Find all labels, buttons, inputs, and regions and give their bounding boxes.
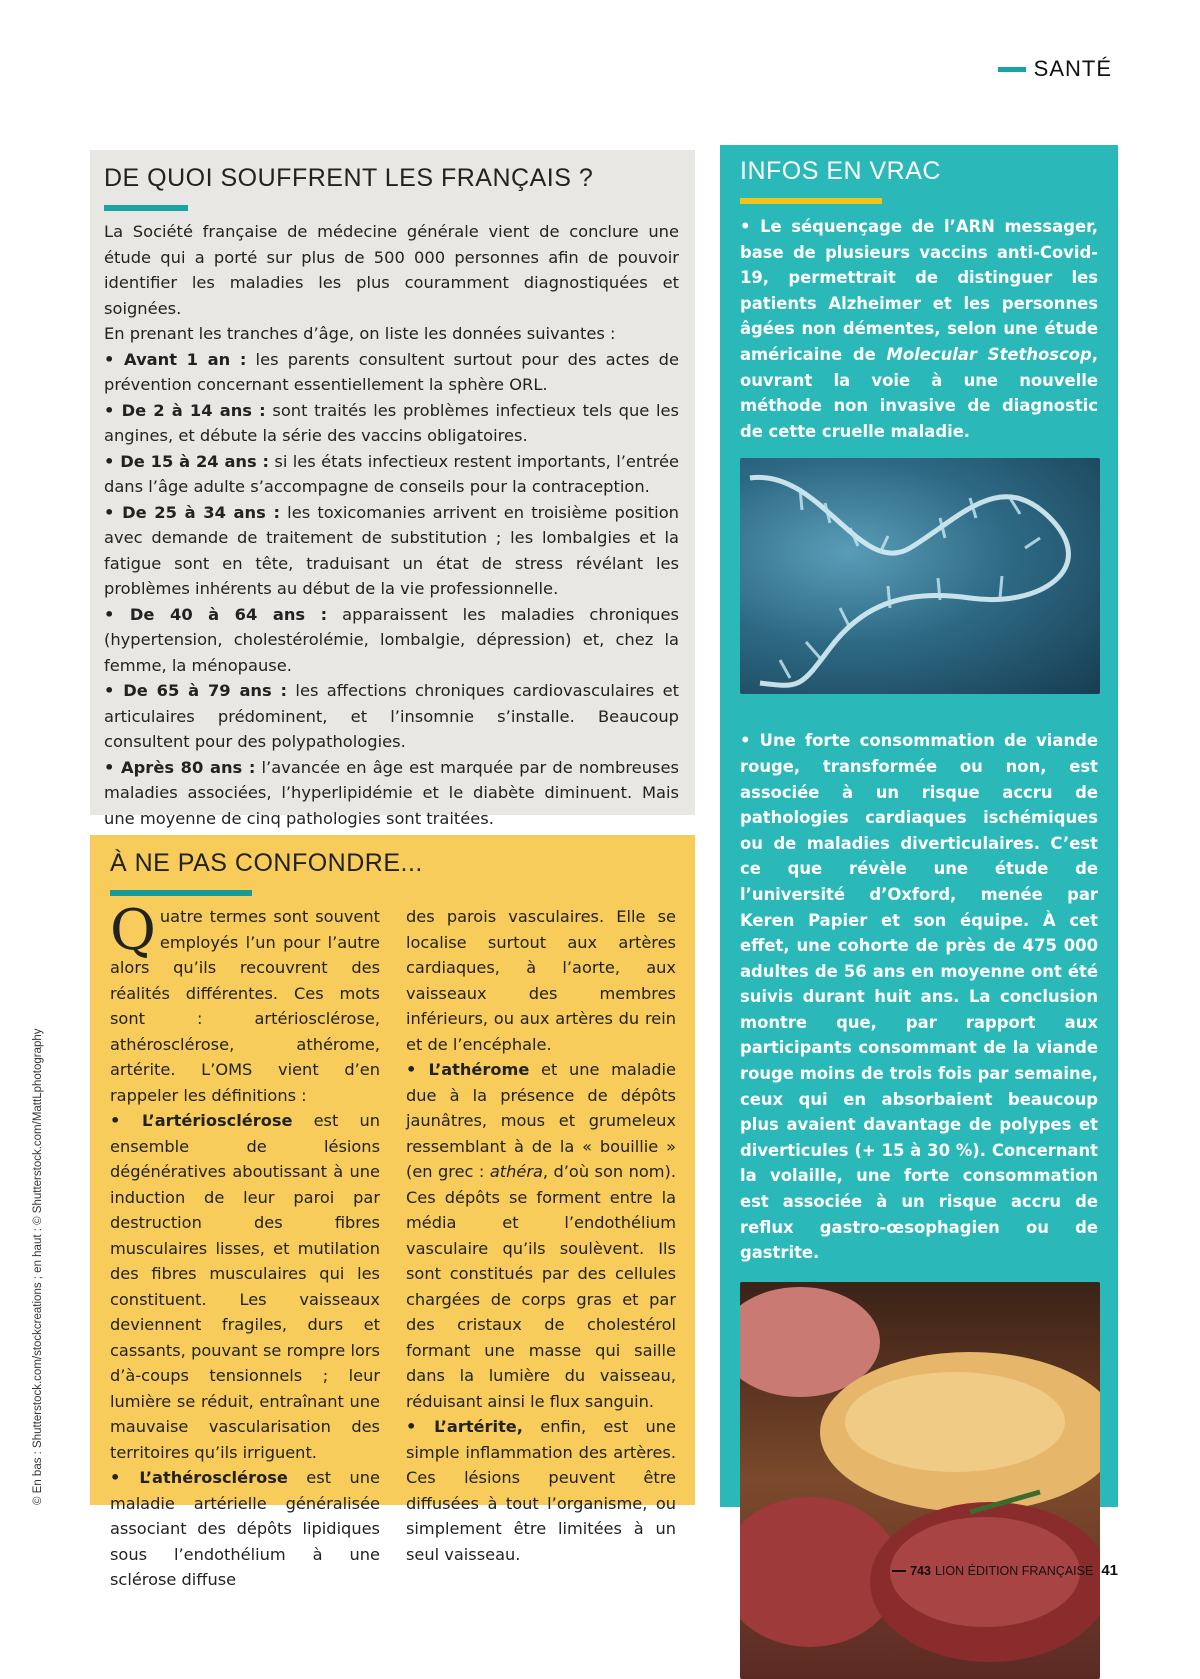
issue-number: 743 — [910, 1563, 931, 1578]
news-item-rna — [740, 214, 1098, 444]
photo-credit: © En bas : Shutterstock.com/stockcreations ; en haut : © Shutterstock.com/MattLphotography — [32, 1028, 44, 1505]
meat-illustration — [740, 1282, 1100, 1679]
rna-strand-illustration — [740, 458, 1100, 694]
news-item-red-meat: • Une forte consommation de viande rouge, transformée ou non, est associée à un risque accru de pathologies cardiaques ischémiques ou de maladies diverticulaires. C’est ce que révèle une étude de l’université d’Oxford, menée par Keren Papier et son équipe. À cet effet, une cohorte de près de 475 000 adultes de 56 ans en moyenne ont été suivis durant huit ans. La conclusion montre que, par rapport aux participants consommant de la viande rouge moins de trois fois par semaine, ceux qui en absorbaient beaucoup plus avaient davantage de polypes et diverticules (+ 15 à 30 %). Concernant la volaille, une forte consommation est associée à un risque accru de reflux gastro-œsophagien ou de gastrite. — [740, 731, 1098, 1263]
definitions-column-right — [406, 904, 676, 1593]
age-item — [104, 602, 679, 679]
section-tag-bar — [998, 67, 1026, 72]
age-item-label: • De 25 à 34 ans : — [104, 502, 280, 522]
age-item-text: les toxicomanies arrivent en troisième position avec demande de traitement de substitution ; les lombalgies et la fatigue sont en tête, traduisant un état de stress révélant les problèmes inhérents au début de la vie professionnelle. — [104, 502, 679, 598]
news-box — [720, 145, 1118, 1507]
definition-atherome — [406, 1057, 676, 1414]
rna-strand-image — [740, 458, 1100, 694]
term-label: • L’artériosclérose — [110, 1111, 293, 1130]
definition-arteriosclerose — [110, 1108, 380, 1465]
age-item — [104, 347, 679, 398]
term-text: et une maladie due à la présence de dépôts jaunâtres, mous et grumeleux ressemblant à de la « bouillie » (en grec : — [406, 1060, 676, 1181]
definitions-box — [90, 835, 695, 1589]
meat-and-poultry-image — [740, 1282, 1100, 1679]
drop-cap: Q — [110, 898, 156, 963]
page-number: 41 — [1101, 1562, 1118, 1579]
age-item-text: l’avancée en âge est marquée par de nombreuses maladies associées, l’hyperlipidémie et le diabète diminuent. Mais une moyenne de cinq pathologies sont traitées. — [104, 757, 679, 828]
age-item-label: • De 40 à 64 ans : — [104, 604, 328, 624]
age-item-label: • De 2 à 14 ans : — [104, 400, 266, 420]
age-item — [104, 755, 679, 832]
news-italic: Molecular Stethoscop — [886, 344, 1092, 364]
age-item-label: • De 65 à 79 ans : — [104, 681, 288, 700]
age-item-text: apparaissent les maladies chroniques (hypertension, cholestérolémie, lombalgie, dépression) et, chez la femme, la ménopause. — [104, 604, 679, 675]
stats-box-underline — [104, 205, 188, 211]
age-item — [104, 500, 679, 602]
news-box-underline — [740, 198, 882, 204]
age-item-label: • De 15 à 24 ans : — [104, 451, 270, 471]
term-italic: athéra — [489, 1162, 543, 1181]
definitions-box-underline — [110, 890, 252, 896]
stats-box-title: DE QUOI SOUFFRENT LES FRANÇAIS ? — [104, 164, 594, 192]
age-item-text: les parents consultent surtout pour des actes de prévention concernant essentiellement la sphère ORL. — [104, 349, 679, 394]
age-item — [104, 449, 679, 500]
age-item-label: • Avant 1 an : — [104, 349, 247, 369]
page-footer — [892, 1562, 1118, 1579]
term-text: est une maladie artérielle généralisée associant des dépôts lipidiques sous l’endothélium à une sclérose diffuse — [110, 1468, 380, 1589]
intro-text: uatre termes sont souvent employés l’un pour l’autre alors qu’ils recouvrent des réalités différentes. Ces mots sont : artériosclérose, athérosclérose, athérome, artérite. L’OMS vient d’en rappeler les définitions : — [110, 907, 380, 1105]
term-text: , d’où son nom). Ces dépôts se forment entre la média et l’endothélium vasculaire qu’ils soulèvent. Ils sont constitués par des cellules chargées de corps gras et par des cristaux de cholestérol formant une masse qui saille dans la lumière du vaisseau, réduisant ainsi le flux sanguin. — [406, 1162, 677, 1411]
term-text: enfin, est une simple inflammation des artères. Ces lésions peuvent être diffusées à tout l’organisme, ou simplement être limitées à un seul vaisseau. — [406, 1417, 676, 1564]
age-item-text: si les états infectieux restent importants, l’entrée dans l’âge adulte s’accompagne de conseils pour la contraception. — [104, 451, 679, 496]
age-item-label: • Après 80 ans : — [104, 757, 256, 777]
definition-atherosclerose — [110, 1465, 380, 1593]
age-item-text: sont traités les problèmes infectieux tels que les angines, et débute la série des vaccins obligatoires. — [104, 400, 680, 445]
age-item-text: les affections chroniques cardiovasculaires et articulaires prédominent, et l’insomnie s’installe. Beaucoup consultent pour des polypathologies. — [104, 681, 679, 751]
definition-atherosclerose-cont: des parois vasculaires. Elle se localise surtout aux artères cardiaques, à l’aorte, aux vaisseaux des membres inférieurs, ou aux artères du rein et de l’encéphale. — [406, 907, 676, 1054]
term-label: • L’artérite, — [406, 1417, 523, 1436]
definitions-box-title: À NE PAS CONFONDRE... — [110, 849, 423, 877]
magazine-name: LION ÉDITION FRANÇAISE — [934, 1563, 1094, 1578]
footer-dash — [892, 1570, 906, 1572]
news-box-title: INFOS EN VRAC — [740, 157, 941, 185]
term-text: est un ensemble de lésions dégénératives aboutissant à une induction de leur paroi par destruction des fibres musculaires lisses, et mutilation des fibres musculaires qui les constituent. Les vaisseaux deviennent fragiles, durs et cassants, pouvant se rompre lors d’à-coups tensionnels ; leur lumière se réduit, entraînant une mauvaise vascularisation des territoires qu’ils irriguent. — [110, 1111, 380, 1462]
definition-arterite — [406, 1414, 676, 1567]
term-label: • L’athérosclérose — [110, 1468, 288, 1487]
age-item — [104, 398, 679, 449]
stats-intro: La Société française de médecine générale vient de conclure une étude qui a porté sur plus de 500 000 personnes afin de pouvoir identifier les maladies les plus couramment diagnostiquées et soignées. — [104, 222, 679, 318]
news-text: • Le séquençage de l’ARN messager, base de plusieurs vaccins anti-Covid-19, permettrait de distinguer les patients Alzheimer et les personnes âgées non démentes, selon une étude américaine de — [740, 217, 1098, 364]
section-label: SANTÉ — [1033, 56, 1112, 81]
definitions-column-left — [110, 898, 380, 1593]
news-text: , ouvrant la voie à une nouvelle méthode non invasive de diagnostic de cette cruelle maladie. — [740, 344, 1098, 441]
section-tag — [998, 56, 1112, 82]
definitions-intro — [110, 898, 380, 1108]
term-label: • L’athérome — [406, 1060, 530, 1079]
stats-box — [90, 150, 695, 828]
stats-lead: En prenant les tranches d’âge, on liste les données suivantes : — [104, 324, 616, 343]
age-item — [104, 678, 679, 755]
